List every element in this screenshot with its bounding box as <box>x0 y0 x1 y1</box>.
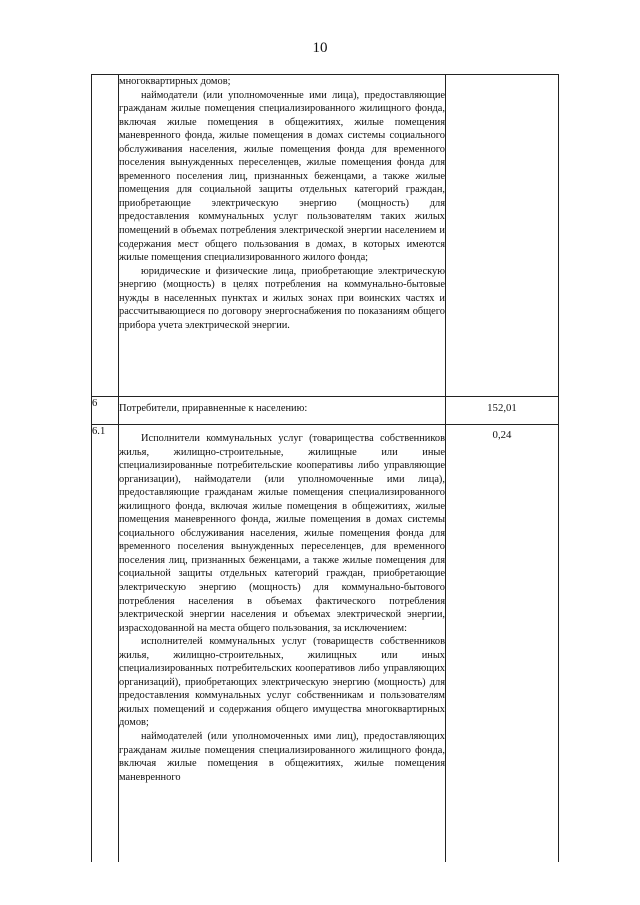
row-description <box>119 425 446 863</box>
table-row <box>92 75 559 397</box>
paragraph: Потребители, приравненные к населению: <box>119 403 308 414</box>
table-row <box>92 397 559 425</box>
paragraph: наймодателей (или уполномоченных ими лиц), предоставляющих гражданам жилые помещения специализированного жилищного фонда, включая жилые помещения в общежитиях, жилые помещения маневренного <box>119 731 445 783</box>
row-description <box>119 75 446 397</box>
paragraph: исполнителей коммунальных услуг (товариществ собственников жилья, жилищно-строительных, жилищных или иных специализированных потребительских кооперативов либо управляющих организаций), приобретающих электрическую энергию (мощность) для предоставления коммунальных услуг собственникам и пользователям жилых помещений и содержания общего имущества многоквартирных домов; <box>119 636 445 729</box>
row-description <box>119 397 446 425</box>
row-value <box>446 75 559 397</box>
tariff-table <box>91 74 559 862</box>
table-row <box>92 425 559 863</box>
row-number: 6 <box>92 397 119 425</box>
paragraph: наймодатели (или уполномоченные ими лица), предоставляющие гражданам жилые помещения специализированного жилищного фонда, включая жилые помещения в общежитиях, жилые помещения маневренного фонда, жилые помещения в домах системы социального обслуживания населения, жилые помещения фонда для временного поселения вынужденных переселенцев, жилые помещения фонда для временного поселения лиц, признанных беженцами, а также жилые помещения для социальной защиты отдельных категорий граждан, приобретающие электрическую энергию (мощность) для предоставления коммунальных услуг пользователям таких жилых помещений в объемах потребления электрической энергии населением и содержания мест общего пользования в домах, в которых имеются жилые помещения специализированного жилого фонда; <box>119 89 445 264</box>
paragraph: юридические и физические лица, приобретающие электрическую энергию (мощность) в целях потребления на коммунально-бытовые нужды в населенных пунктах и жилых зонах при воинских частях и рассчитывающиеся по договору энергоснабжения по показаниям общего прибора учета электрической энергии. <box>119 265 445 331</box>
page-number: 10 <box>312 40 328 56</box>
paragraph: Исполнители коммунальных услуг (товарищества собственников жилья, жилищно-строительные, жилищные или иные специализированные потребительские кооперативы либо управляющие организации), наймодатели (или уполномоченные ими лица), предоставляющие гражданам жилые помещения специализированного жилищного фонда, включая жилые помещения в общежитиях, жилые помещения маневренного фонда, жилые помещения в домах системы социального обслуживания населения, жилые помещения фонда для временного поселения вынужденных переселенцев, для временного поселения лиц, признанных беженцами, а также жилые помещения для социальной защиты отдельных категорий граждан, приобретающие электрическую энергию (мощность) для коммунально-бытового потребления населения в объемах фактического потребления электрической энергии населения и объемах электрической энергии, израсходованной на места общего пользования, за исключением: <box>119 433 445 634</box>
row-value: 152,01 <box>446 397 559 425</box>
row-number: 6.1 <box>92 425 119 863</box>
row-value: 0,24 <box>446 425 559 863</box>
paragraph: многоквартирных домов; <box>119 76 231 87</box>
row-number <box>92 75 119 397</box>
